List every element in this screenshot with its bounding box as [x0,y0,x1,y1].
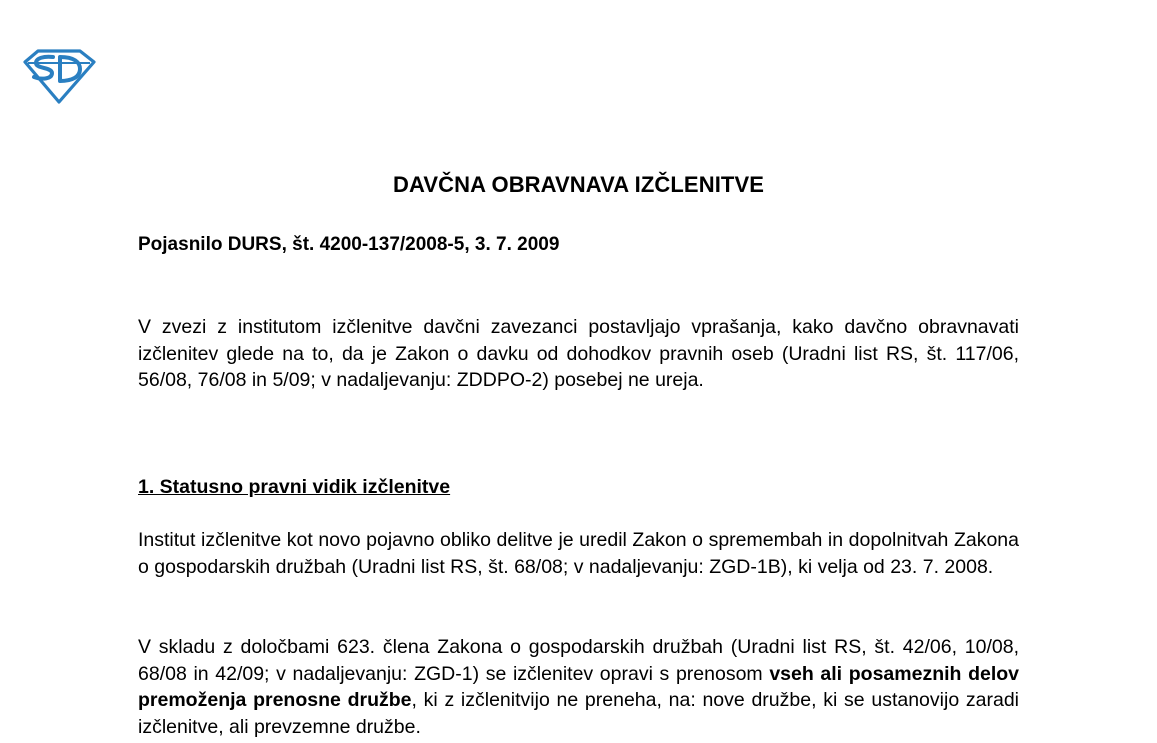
paragraph-text-end: , ki z izčlenitvijo ne preneha, na: nove družbe, ki se ustanovijo zaradi izčlenitve, ali prevzemne družbe. [138,689,1019,738]
company-logo-icon [22,48,96,104]
paragraph-text: V skladu z določbami 623. člena Zakona o gospodarskih družbah (Uradni list RS, št. 42/06, 10/08, 68/08 in 42/09; v nadaljevanju: ZGD-1) se izčlenitev opravi s prenosom [138,636,1019,685]
section-paragraph-2 [138,634,1019,740]
section-paragraph-1: Institut izčlenitve kot novo pojavno obliko delitve je uredil Zakon o spremembah in dopolnitvah Zakona o gospodarskih družbah (Uradni list RS, št. 68/08; v nadaljevanju: ZGD-1B), ki velja od 23. 7. 2008. [138,529,1019,578]
document-subtitle: Pojasnilo DURS, št. 4200-137/2008-5, 3. 7. 2009 [138,234,560,255]
intro-paragraph: V zvezi z institutom izčlenitve davčni zavezanci postavljajo vprašanja, kako davčno obravnavati izčlenitev glede na to, da je Zakon o davku od dohodkov pravnih oseb (Uradni list RS, št. 117/06, 56/08, 76/08 in 5/09; v nadaljevanju: ZDDPO-2) posebej ne ureja. [138,316,1019,391]
document-title: DAVČNA OBRAVNAVA IZČLENITVE [393,172,764,197]
section-heading: 1. Statusno pravni vidik izčlenitve [138,476,451,498]
paragraph-bold-text: vseh ali posameznih delov premoženja prenosne družbe [138,662,1020,711]
